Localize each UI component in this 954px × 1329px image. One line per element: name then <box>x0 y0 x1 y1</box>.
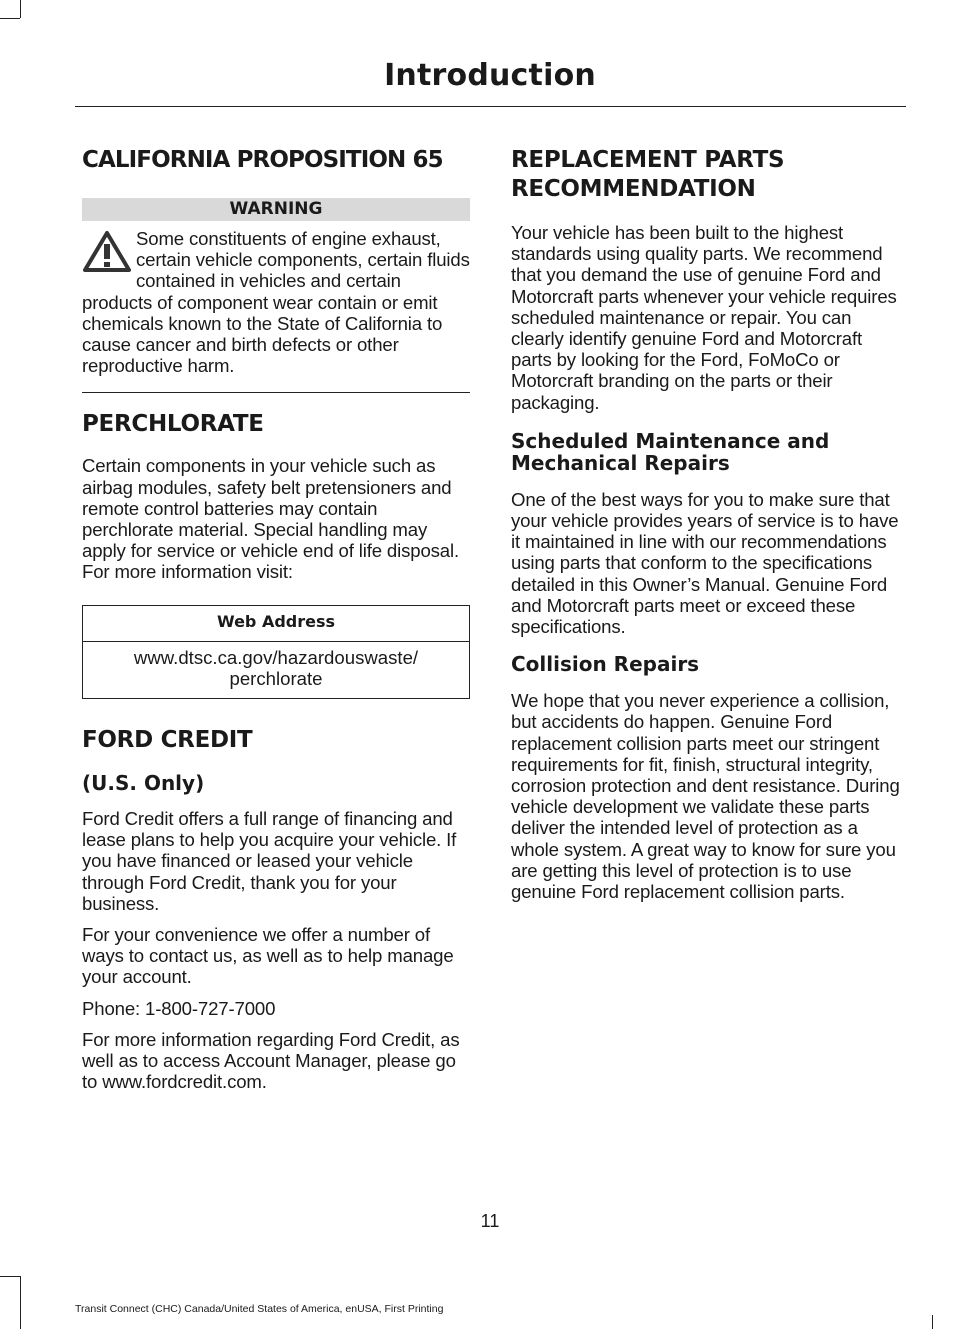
warning-box <box>82 228 470 376</box>
crop-mark-bottom-left <box>20 1276 21 1329</box>
ford-credit-p3: For more information regarding Ford Credit, as well as to access Account Manager, please go to www.fordcredit.com. <box>82 1028 460 1093</box>
crop-mark-top-left-h <box>0 18 20 19</box>
scheduled-maintenance-heading: Scheduled Maintenance and Mechanical Repairs <box>511 428 830 475</box>
web-address-link[interactable]: www.dtsc.ca.gov/hazardouswaste/ perchlorate <box>133 646 419 689</box>
collision-repairs-body: We hope that you never experience a collision, but accidents do happen. Genuine Ford replacement collision parts meet our stringent requirements for fit, finish, structural integrity, corrosion protection and dent resistance. During vehicle development we validate these parts deliver the intended level of protection as a whole system. A great way to know for sure you are getting this level of protection is to use genuine Ford replacement collision parts. <box>511 690 900 903</box>
page-title: Introduction <box>384 58 596 93</box>
crop-mark-bottom-right <box>932 1315 933 1329</box>
crop-mark-top-left <box>20 0 21 18</box>
ford-credit-phone: Phone: 1-800-727-7000 <box>82 997 276 1019</box>
ford-credit-heading: FORD CREDIT <box>82 727 253 754</box>
perchlorate-heading: PERCHLORATE <box>82 411 264 438</box>
warning-triangle-icon <box>82 230 132 274</box>
web-address-table <box>82 605 470 699</box>
replacement-parts-body: Your vehicle has been built to the highest standards using quality parts. We recommend that you demand the use of genuine Ford and Motorcraft parts whenever your vehicle requires scheduled maintenance or repair. You can clearly identify genuine Ford and Motorcraft parts by looking for the Ford, FoMoCo or Motorcraft branding on the parts or their packaging. <box>511 222 897 413</box>
left-column <box>82 146 470 1092</box>
scheduled-maintenance-body: One of the best ways for you to make sure that your vehicle provides years of service is to have it maintained in line with our recommendations using parts that conform to the specifications detailed in this Owner’s Manual. Genuine Ford and Motorcraft parts meet or exceed these specifications. <box>511 488 899 638</box>
ford-credit-p2: For your convenience we offer a number of ways to contact us, as well as to help manage your account. <box>82 924 454 988</box>
section-divider <box>82 392 470 393</box>
ford-credit-subheading: (U.S. Only) <box>82 771 205 796</box>
collision-repairs-heading: Collision Repairs <box>511 652 700 677</box>
header-rule <box>75 106 906 107</box>
web-address-header: Web Address <box>83 606 469 642</box>
warning-text: Some constituents of engine exhaust, certain vehicle components, certain fluids contained in vehicles and certain products of component wear contain or emit chemicals known to the State of California to cause cancer and birth defects or other reproductive harm. <box>82 228 470 377</box>
page-number: 11 <box>480 1211 500 1231</box>
right-column <box>511 146 903 902</box>
perchlorate-body: Certain components in your vehicle such as airbag modules, safety belt pretensioners and remote control batteries may contain perchlorate material. Special handling may apply for service or vehicle end of life disposal. For more information visit: <box>82 455 459 583</box>
prop65-heading: CALIFORNIA PROPOSITION 65 <box>82 147 443 173</box>
crop-mark-bottom-left-h <box>0 1276 20 1277</box>
replacement-parts-heading: REPLACEMENT PARTS RECOMMENDATION <box>511 147 785 202</box>
footer-text: Transit Connect (CHC) Canada/United States of America, enUSA, First Printing <box>75 1303 444 1315</box>
ford-credit-p1: Ford Credit offers a full range of financing and lease plans to help you acquire your vehicle. If you have financed or leased your vehicle through Ford Credit, thank you for your business. <box>82 808 457 914</box>
warning-bar: WARNING <box>82 198 470 221</box>
